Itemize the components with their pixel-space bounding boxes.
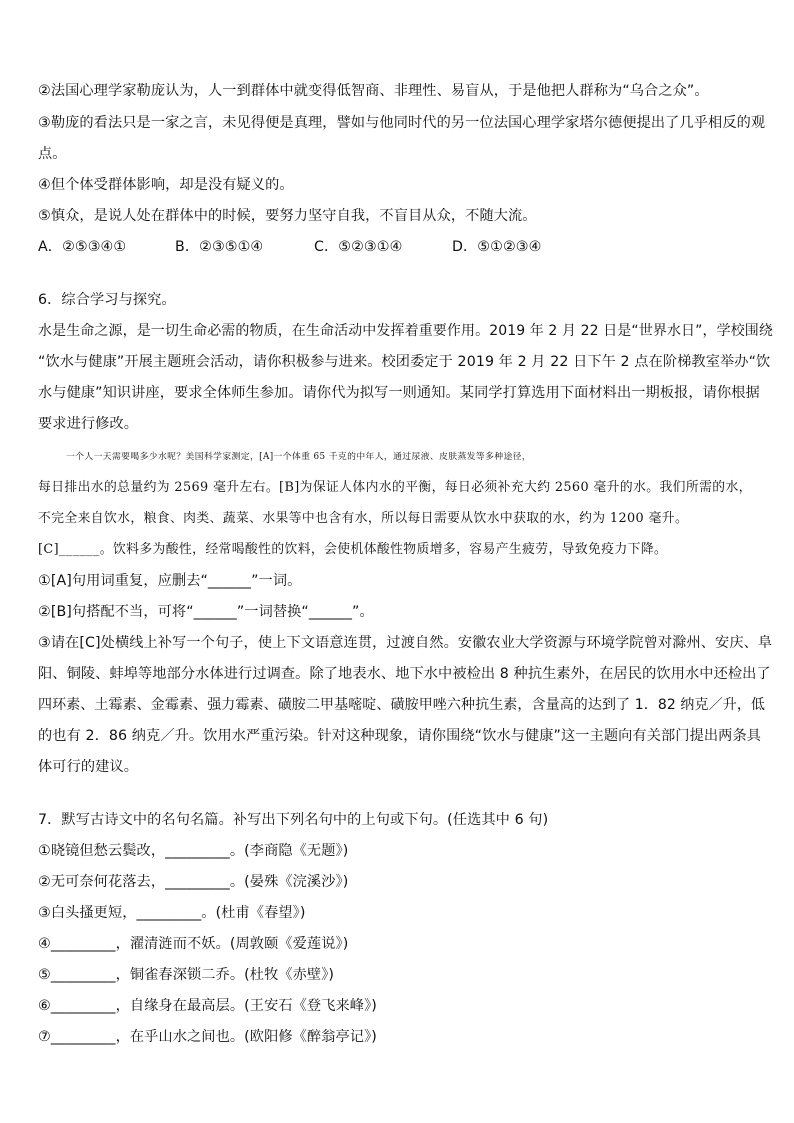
option-d[interactable]: D．⑤①②③④ (452, 239, 542, 255)
q6-title: 6．综合学习与探究。 (38, 292, 176, 308)
q6-sub-question-3-line-3: 四环素、土霉素、金霉素、强力霉素、磺胺二甲基嘧啶、磺胺甲唑六种抗生素，含量高的达到了 1．82 纳克／升，低 (38, 697, 766, 713)
q5-sentence-3-line-1: ③勒庞的看法只是一家之言，未见得便是真理，譬如与他同时代的另一位法国心理学家塔尔德便提出了几乎相反的观 (38, 115, 766, 131)
q6-sub-question-3-line-4: 的也有 2．86 纳克／升。饮用水严重污染。针对这种现象，请你围绕“饮水与健康”这一主题向有关部门提出两条具 (38, 728, 762, 744)
q6-passage-line-3: 不完全来自饮水，粮食、肉类、蔬菜、水果等中也含有水，所以每日需要从饮水中获取的水，约为 1200 毫升。 (38, 511, 689, 526)
q5-sentence-3-line-2: 点。 (38, 146, 67, 162)
q5-sentence-5: ⑤慎众，是说人处在群体中的时候，要努力坚守自我，不盲目从众，不随大流。 (38, 208, 537, 224)
option-c[interactable]: C．⑤②③①④ (314, 239, 403, 255)
q7-item-4: ④_________，濯清涟而不妖。(周敦颐《爱莲说》) (38, 936, 349, 952)
q6-sub-question-1: ①[A]句用词重复，应删去“______”一词。 (38, 573, 302, 589)
q7-title: 7．默写古诗文中的名句名篇。补写出下列名句中的上句或下句。(任选其中 6 句) (38, 812, 549, 828)
q6-sub-question-3-line-5: 体可行的建议。 (38, 759, 139, 775)
q7-item-1: ①晓镜但愁云鬓改，_________。(李商隐《无题》) (38, 843, 349, 859)
q7-item-2: ②无可奈何花落去，_________。(晏殊《浣溪沙》) (38, 874, 349, 890)
q5-sentence-2: ②法国心理学家勒庞认为，人一到群体中就变得低智商、非理性、易盲从，于是他把人群称为“乌合之众”。 (38, 83, 709, 99)
option-a[interactable]: A．②⑤③④① (38, 239, 127, 255)
q7-item-3: ③白头搔更短，_________。(杜甫《春望》) (38, 905, 306, 921)
q5-sentence-4: ④但个体受群体影响，却是没有疑义的。 (38, 177, 294, 193)
q7-item-7: ⑦_________，在乎山水之间也。(欧阳修《醉翁亭记》) (38, 1029, 377, 1045)
option-b[interactable]: B．②③⑤①④ (175, 239, 264, 255)
q6-passage-line-2: 每日排出水的总量约为 2569 毫升左右。[B]为保证人体内水的平衡，每日必须补充大约 2560 毫升的水。我们所需的水， (38, 480, 752, 495)
q6-intro-line-4: 要求进行修改。 (38, 416, 139, 432)
q6-sub-question-3-line-2: 阳、铜陵、蚌埠等地部分水体进行过调查。除了地表水、地下水中被检出 8 种抗生素外，在居民的饮用水中还检出了 (38, 666, 771, 682)
q6-intro-line-2: “饮水与健康”开展主题班会活动，请你积极参与进来。校团委定于 2019 年 2 月 22 日下午 2 点在阶梯教室举办“饮 (38, 354, 771, 370)
q6-intro-line-3: 水与健康”知识讲座，要求全体师生参加。请你代为拟写一则通知。某同学打算选用下面材料出一期板报，请你根据 (38, 385, 760, 401)
q6-intro-line-1: 水是生命之源，是一切生命必需的物质，在生命活动中发挥着重要作用。2019 年 2 月 22 日是“世界水日”，学校围绕 (38, 323, 774, 339)
q6-passage-line-4: [C]______。饮料多为酸性，经常喝酸性的饮料，会使机体酸性物质增多，容易产生疲劳，导致免疫力下降。 (38, 542, 668, 557)
q6-sub-question-2: ②[B]句搭配不当，可将“______”一词替换“______”。 (38, 604, 374, 620)
q7-item-6: ⑥_________，自缘身在最高层。(王安石《登飞来峰》) (38, 998, 377, 1014)
q7-item-5: ⑤_________，铜雀春深锁二乔。(杜牧《赤壁》) (38, 967, 335, 983)
q6-passage-line-1: 一个人一天需要喝多少水呢？美国科学家测定，[A]一个体重 65 千克的中年人，通过尿液、皮肤蒸发等多种途径， (66, 452, 532, 462)
q6-sub-question-3-line-1: ③请在[C]处横线上补写一个句子，使上下文语意连贯，过渡自然。安徽农业大学资源与环境学院曾对滁州、安庆、阜 (38, 635, 773, 651)
